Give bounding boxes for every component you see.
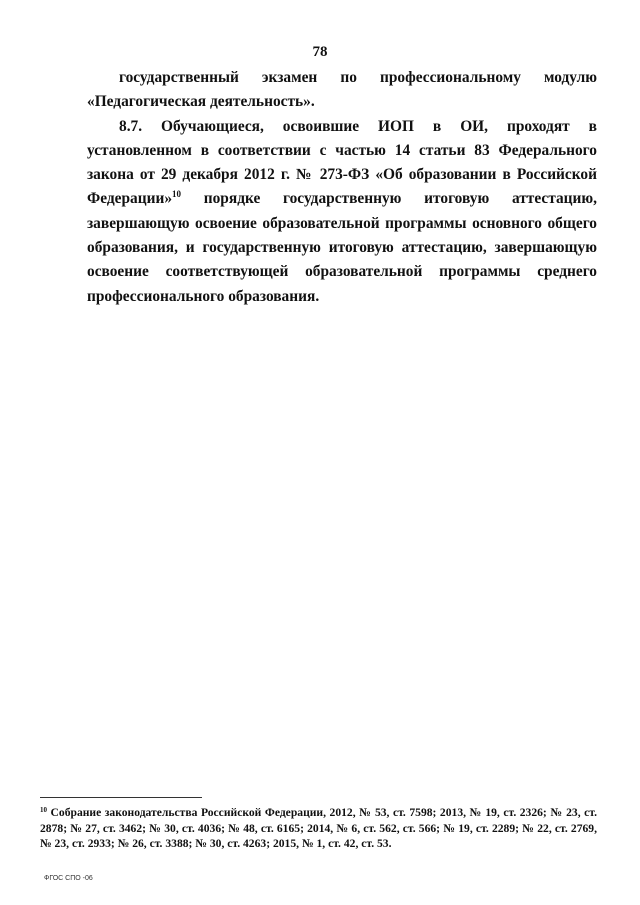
footnote-divider	[40, 797, 202, 798]
footnote-text: Собрание законодательства Российской Федерации, 2012, № 53, ст. 7598; 2013, № 19, ст. 2326; № 23, ст. 2878; № 27, ст. 3462; № 30, ст. 4036; № 48, ст. 6165; 2014, № 6, ст. 562, ст. 566; № 19, ст. 2289; № 22, ст. 2769, № 23, ст. 2933; № 26, ст. 3388; № 30, ст. 4263; 2015, № 1, ст. 42, ст. 53.	[40, 806, 597, 851]
footnote-reference[interactable]: 10	[172, 189, 182, 200]
paragraph-continuation: государственный экзамен по профессиональному модулю «Педагогическая деятельность».	[87, 69, 597, 111]
paragraph-8-7-text-end: порядке государственную итоговую аттестацию, завершающую освоение образовательной программы основного общего образования, и государственную итоговую аттестацию, завершающую освоение соответствующей образовательной программы среднего профессионального образования.	[87, 190, 597, 305]
footnote-mark: 10	[40, 806, 47, 814]
document-marker: ФГОС СПО -06	[44, 875, 93, 882]
paragraph-8-7	[87, 115, 597, 309]
footnote	[40, 805, 597, 852]
page-number: 78	[312, 44, 328, 60]
body-text	[87, 66, 597, 309]
paragraph-8-7-text: 8.7. Обучающиеся, освоившие ИОП в ОИ, проходят в установленном в соответствии с частью 14 статьи 83 Федерального закона от 29 декабря 2012 г. № 273-ФЗ «Об образовании в Российской Федерации»	[87, 117, 597, 208]
